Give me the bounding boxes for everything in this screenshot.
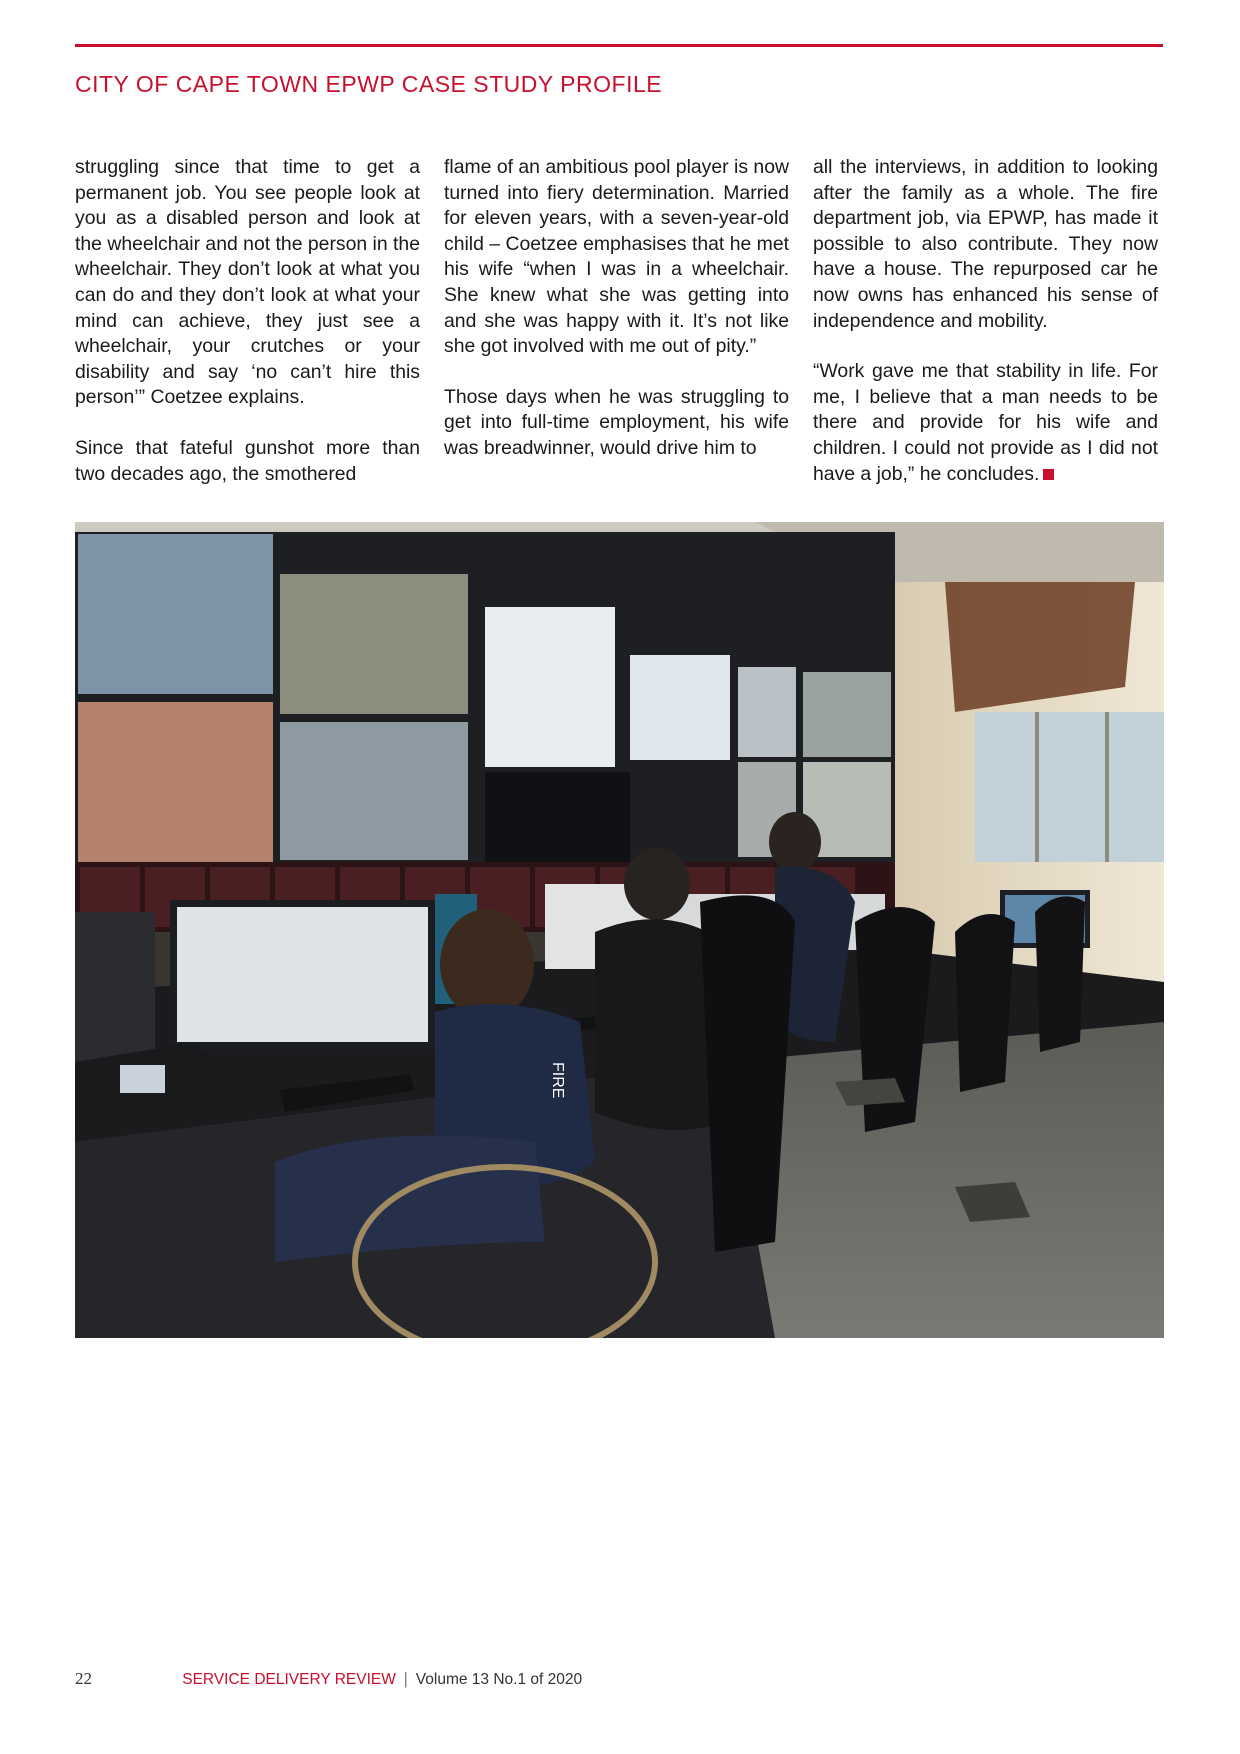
paragraph: Since that fateful gunshot more than two decades ago, the smothered [75,436,420,485]
control-room-photo [75,522,1164,1338]
paragraph-final [813,359,1158,487]
paragraph-final-text: “Work gave me that stability in life. For me, I believe that a man needs to be there and provide for his wife and children. I could not provide as I did not have a job,” he concludes. [813,360,1158,485]
volume-info: Volume 13 No.1 of 2020 [415,1671,583,1688]
publication-name: SERVICE DELIVERY REVIEW [182,1671,396,1688]
article-column-1 [75,155,420,512]
page-footer [75,1669,582,1689]
header-rule [75,44,1163,47]
end-of-article-mark [1043,469,1054,480]
shirt-lettering: FIRE [549,1062,566,1099]
page-number: 22 [75,1669,92,1688]
paragraph: all the interviews, in addition to looking after the family as a whole. The fire department job, via EPWP, has made it possible to also contribute. They now have a house. The repurposed car he now owns has enhanced his sense of independence and mobility. [813,156,1158,332]
footer-separator: | [404,1669,408,1688]
paragraph: struggling since that time to get a permanent job. You see people look at you as a disabled person and look at the wheelchair and not the person in the wheelchair. They don’t look at what you can do and they don’t look at what your mind can achieve, they just see a wheelchair, your crutches or your disability and say ‘no can’t hire this person’” Coetzee explains. [75,156,420,409]
paragraph: flame of an ambitious pool player is now turned into fiery determination. Married for eleven years, with a seven-year-old child – Coetzee emphasises that he met his wife “when I was in a wheelchair. She knew what she was getting into and she was happy with it. It’s not like she got involved with me out of pity.” [444,156,789,358]
paragraph: Those days when he was struggling to get into full-time employment, his wife was breadwinner, would drive him to [444,385,789,459]
article-column-2 [444,155,789,487]
article-column-3 [813,155,1158,512]
page-header-title: CITY OF CAPE TOWN EPWP CASE STUDY PROFILE [75,71,663,97]
